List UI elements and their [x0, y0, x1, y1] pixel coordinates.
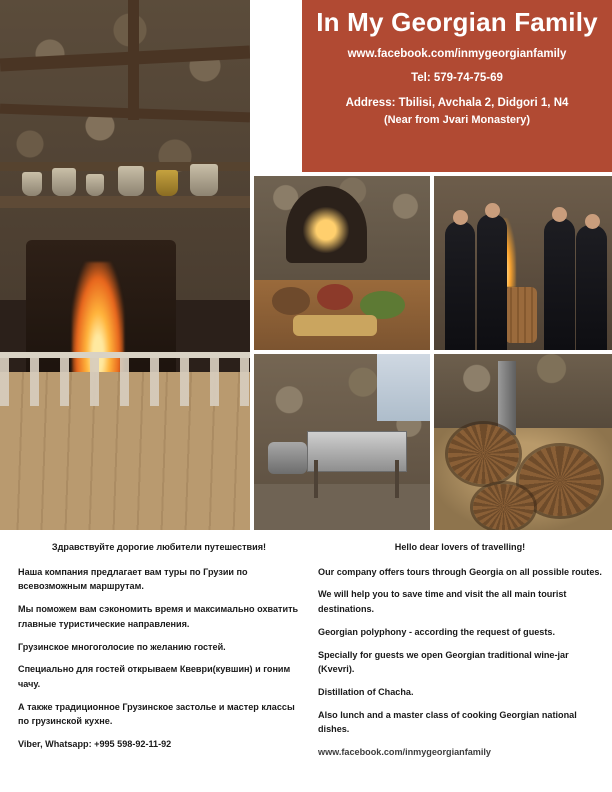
copper-kettle: [268, 442, 307, 474]
laid-table-photo: [254, 176, 430, 350]
brass-vessel: [156, 170, 178, 196]
bread-board: [293, 315, 377, 336]
russian-paragraph: Мы поможем вам сэкономить время и максимально охватить главные туристические направления.: [18, 604, 299, 629]
english-text-column: [318, 540, 602, 768]
header-gutter: [250, 0, 302, 172]
white-railing: [0, 352, 250, 406]
clay-pot: [118, 166, 144, 196]
russian-paragraph: Специально для гостей открываем Квеври(кувшин) и гоним чачу.: [18, 664, 291, 690]
business-title: In My Georgian Family: [316, 7, 598, 37]
man-in-chokha: [544, 218, 574, 350]
man-in-chokha: [576, 225, 606, 350]
stone-wall-texture: [434, 354, 612, 435]
russian-paragraph: Грузинское многоголосие по желанию гостей.: [18, 641, 226, 652]
description-text-area: [0, 530, 612, 792]
kvevri-wine-jars-photo: [434, 354, 612, 530]
stone-floor: [254, 484, 430, 530]
header-banner: [302, 0, 612, 172]
english-paragraph: We will help you to save time and visit the all main tourist destinations.: [318, 589, 567, 615]
russian-paragraph: Наша компания предлагает вам туры по Грузии по всевозможным маршрутам.: [18, 566, 248, 592]
kvevri-lid: [473, 484, 534, 530]
face: [485, 203, 500, 218]
english-paragraph: Distillation of Chacha.: [318, 687, 414, 698]
wooden-barrel: [505, 287, 537, 343]
english-paragraph: Also lunch and a master class of cooking Georgian national dishes.: [318, 709, 577, 735]
mantel-shelf: [0, 196, 250, 208]
english-paragraph: Specially for guests we open Georgian traditional wine-jar (Kvevri).: [318, 649, 569, 675]
russian-text-column: [18, 540, 300, 760]
sky-opening: [377, 354, 430, 421]
stand-leg: [314, 460, 318, 499]
lamp-glow: [303, 207, 349, 252]
russian-headline: Здравствуйте дорогие любители путешествия!: [51, 542, 267, 552]
address-line: Address: Tbilisi, Avchala 2, Didgori 1, N4: [345, 96, 569, 109]
support-post: [128, 0, 139, 120]
face: [585, 214, 600, 229]
clay-pot: [22, 172, 42, 196]
men-in-chokha-photo: [434, 176, 612, 350]
english-paragraph: Our company offers tours through Georgia on all possible routes.: [318, 566, 602, 577]
facebook-url[interactable]: www.facebook.com/inmygeorgianfamily: [347, 47, 567, 60]
clay-pot: [86, 174, 104, 196]
face: [453, 210, 468, 225]
russian-contact-line[interactable]: Viber, Whatsapp: +995 598-92-11-92: [18, 739, 172, 750]
english-headline: Hello dear lovers of travelling!: [394, 542, 526, 552]
tomato-dish: [317, 284, 352, 310]
face: [552, 207, 567, 222]
metal-pipe: [498, 361, 516, 435]
man-in-chokha: [477, 214, 507, 350]
fireplace-interior-photo: [0, 0, 250, 530]
man-in-chokha: [445, 221, 475, 350]
address-note: (Near from Jvari Monastery): [383, 114, 531, 127]
metal-condenser-box: [307, 431, 408, 472]
english-paragraph: Georgian polyphony - according the request of guests.: [318, 626, 555, 637]
facebook-link[interactable]: www.facebook.com/inmygeorgianfamily: [318, 747, 491, 758]
clay-pot: [190, 164, 218, 196]
chacha-still-photo: [254, 354, 430, 530]
stand-leg: [395, 460, 399, 499]
phone-number: Tel: 579-74-75-69: [411, 72, 503, 85]
clay-pot: [52, 168, 76, 196]
russian-paragraph: А также традиционное Грузинское застолье и мастер классы по грузинской кухне.: [18, 701, 295, 727]
